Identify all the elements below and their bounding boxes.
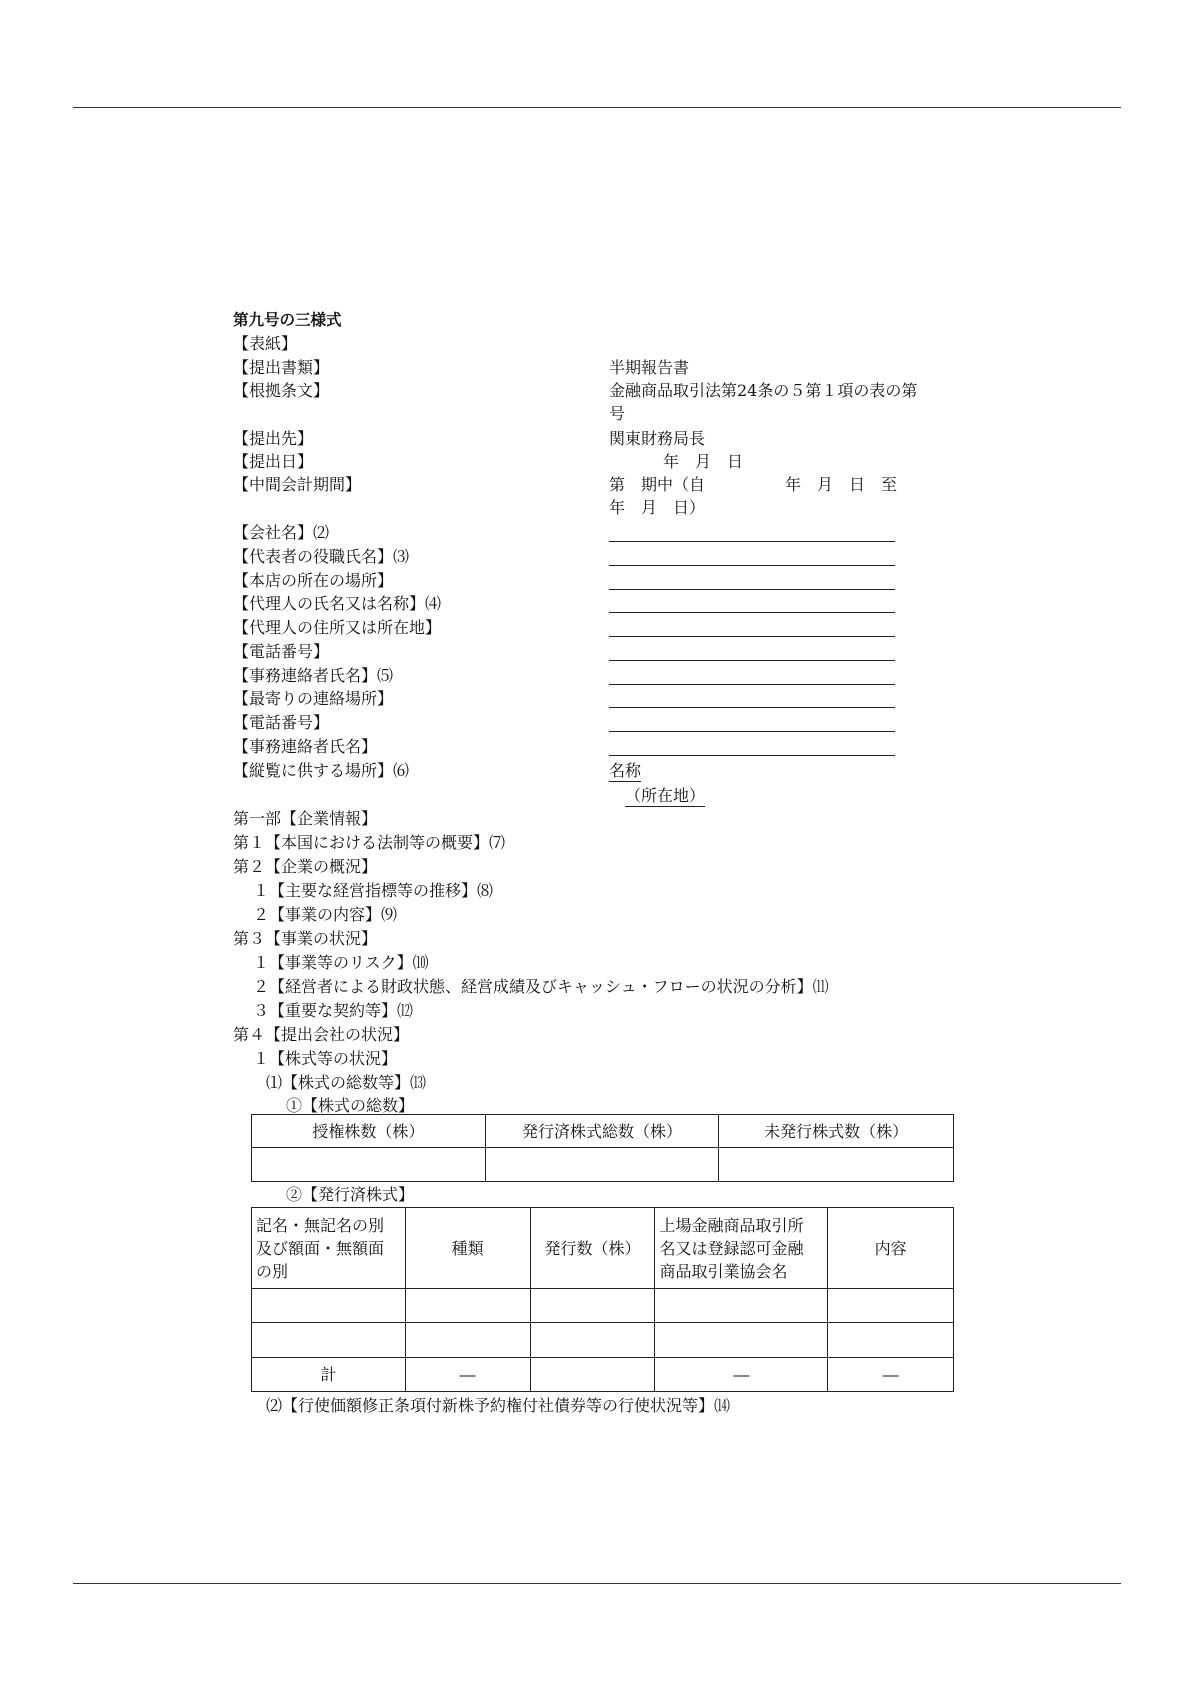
- toc-section-1: 第１【本国における法制等の概要】⑺: [233, 833, 506, 852]
- field-label-company-name: 【会社名】⑵: [233, 523, 330, 542]
- inspection-location-wrap: [625, 786, 705, 806]
- field-label-submit-date: 【提出日】: [233, 452, 314, 471]
- header-line: 名又は登録認可金融: [659, 1238, 804, 1258]
- blank-line-company-name: [609, 541, 895, 542]
- toc-item-2-1: １【主要な経営指標等の推移】⑻: [253, 881, 494, 900]
- blank-line-contact-person-1: [609, 684, 895, 685]
- field-label-document: 【提出書類】: [233, 358, 330, 377]
- table-cell: [655, 1323, 828, 1358]
- field-label-basis: 【根拠条文】: [233, 381, 330, 400]
- header-line: 上場金融商品取引所: [659, 1215, 804, 1235]
- header-unissued-shares: 未発行株式数（株）: [719, 1115, 954, 1148]
- issued-shares-heading: ②【発行済株式】: [286, 1185, 415, 1204]
- field-value-period-line2: 年 月 日）: [609, 498, 706, 517]
- inspection-name: 名称: [609, 761, 642, 780]
- field-value-submit-date: 年 月 日: [663, 452, 744, 471]
- footer-rule: [73, 1583, 1121, 1584]
- field-value-document: 半期報告書: [609, 358, 690, 377]
- toc-subsubitem-total-shares: ①【株式の総数】: [286, 1096, 415, 1115]
- table-cell: [655, 1289, 828, 1323]
- blank-line-head-office: [609, 589, 895, 590]
- field-value-basis-line1: 金融商品取引法第24条の５第１項の表の第: [609, 381, 918, 400]
- header-line: の別: [256, 1261, 289, 1281]
- field-label-interim-period: 【中間会計期間】: [233, 475, 362, 494]
- header-line: 商品取引業協会名: [659, 1261, 788, 1281]
- total-label: 計: [252, 1358, 406, 1392]
- total-row: [252, 1358, 954, 1392]
- header-line: 記名・無記名の別: [256, 1215, 385, 1235]
- toc-part-1: 第一部【企業情報】: [233, 809, 378, 828]
- table-cell: [719, 1148, 954, 1182]
- total-shares-table: [251, 1114, 954, 1182]
- header-issued-shares-total: 発行済株式総数（株）: [485, 1115, 719, 1148]
- header-rule: [73, 107, 1121, 108]
- table-cell: [252, 1323, 406, 1358]
- table-cell: [485, 1148, 719, 1182]
- field-label-contact-person-2: 【事務連絡者氏名】: [233, 737, 378, 756]
- header-kind: 種類: [405, 1208, 530, 1289]
- blank-line-representative: [609, 565, 895, 566]
- blank-line-phone-2: [609, 731, 895, 732]
- field-label-inspection-place: 【縦覧に供する場所】⑹: [233, 761, 410, 780]
- field-label-submit-to: 【提出先】: [233, 429, 314, 448]
- table-cell: [530, 1323, 655, 1358]
- toc-section-4: 第４【提出会社の状況】: [233, 1025, 410, 1044]
- table-cell: [530, 1289, 655, 1323]
- table-header-row: [252, 1208, 954, 1289]
- toc-item-3-2: ２【経営者による財政状態、経営成績及びキャッシュ・フローの状況の分析】⑾: [253, 977, 829, 996]
- header-exchange: [655, 1208, 828, 1289]
- issued-shares-table: [251, 1207, 954, 1392]
- cover-heading: 【表紙】: [233, 334, 298, 353]
- toc-section-2: 第２【企業の概況】: [233, 857, 378, 876]
- blank-line-phone-1: [609, 660, 895, 661]
- inspection-name-wrap: [609, 761, 641, 781]
- header-registered-type: [252, 1208, 406, 1289]
- table-header-row: [252, 1115, 954, 1148]
- form-title: 第九号の三様式: [233, 311, 342, 329]
- header-authorized-shares: 授権株数（株）: [252, 1115, 486, 1148]
- table-cell: [405, 1289, 530, 1323]
- field-label-phone-2: 【電話番号】: [233, 713, 330, 732]
- table-row: [252, 1289, 954, 1323]
- total-content-dash: ―: [828, 1358, 954, 1392]
- toc-subitem-4-1-1: ⑴【株式の総数等】⒀: [266, 1073, 427, 1092]
- blank-line-contact-person-2: [609, 755, 895, 756]
- total-exchange-dash: ―: [655, 1358, 828, 1392]
- field-value-period-line1: 第 期中（自 年 月 日 至: [609, 475, 898, 494]
- field-value-submit-to: 関東財務局長: [609, 429, 706, 448]
- field-value-basis-line2: 号: [609, 404, 626, 423]
- field-label-contact-person-1: 【事務連絡者氏名】⑸: [233, 666, 394, 685]
- field-label-agent-address: 【代理人の住所又は所在地】: [233, 618, 442, 637]
- header-issued-count: 発行数（株）: [530, 1208, 655, 1289]
- table-cell: [252, 1289, 406, 1323]
- toc-item-4-1: １【株式等の状況】: [253, 1049, 398, 1068]
- blank-line-agent-address: [609, 636, 895, 637]
- table-cell: [828, 1323, 954, 1358]
- inspection-location: （所在地）: [625, 786, 706, 805]
- toc-item-3-1: １【事業等のリスク】⑽: [253, 953, 429, 972]
- table-cell: [828, 1289, 954, 1323]
- total-issued-count: [530, 1358, 655, 1392]
- toc-section-3: 第３【事業の状況】: [233, 929, 378, 948]
- header-line: 及び額面・無額面: [256, 1238, 385, 1258]
- field-label-nearest-contact: 【最寄りの連絡場所】: [233, 689, 394, 708]
- table-row: [252, 1148, 954, 1182]
- blank-line-nearest-contact: [609, 707, 895, 708]
- table-row: [252, 1323, 954, 1358]
- table-cell: [252, 1148, 486, 1182]
- toc-item-3-3: ３【重要な契約等】⑿: [253, 1001, 414, 1020]
- field-label-agent-name: 【代理人の氏名又は名称】⑷: [233, 594, 442, 613]
- table-cell: [405, 1323, 530, 1358]
- field-label-head-office: 【本店の所在の場所】: [233, 571, 394, 590]
- blank-line-agent-name: [609, 612, 895, 613]
- field-label-phone-1: 【電話番号】: [233, 642, 330, 661]
- header-content: 内容: [828, 1208, 954, 1289]
- total-kind-dash: ―: [405, 1358, 530, 1392]
- toc-subitem-4-1-2: ⑵【行使価額修正条項付新株予約権付社債券等の行使状況等】⒁: [266, 1396, 731, 1415]
- toc-item-2-2: ２【事業の内容】⑼: [253, 905, 398, 924]
- field-label-representative: 【代表者の役職氏名】⑶: [233, 547, 410, 566]
